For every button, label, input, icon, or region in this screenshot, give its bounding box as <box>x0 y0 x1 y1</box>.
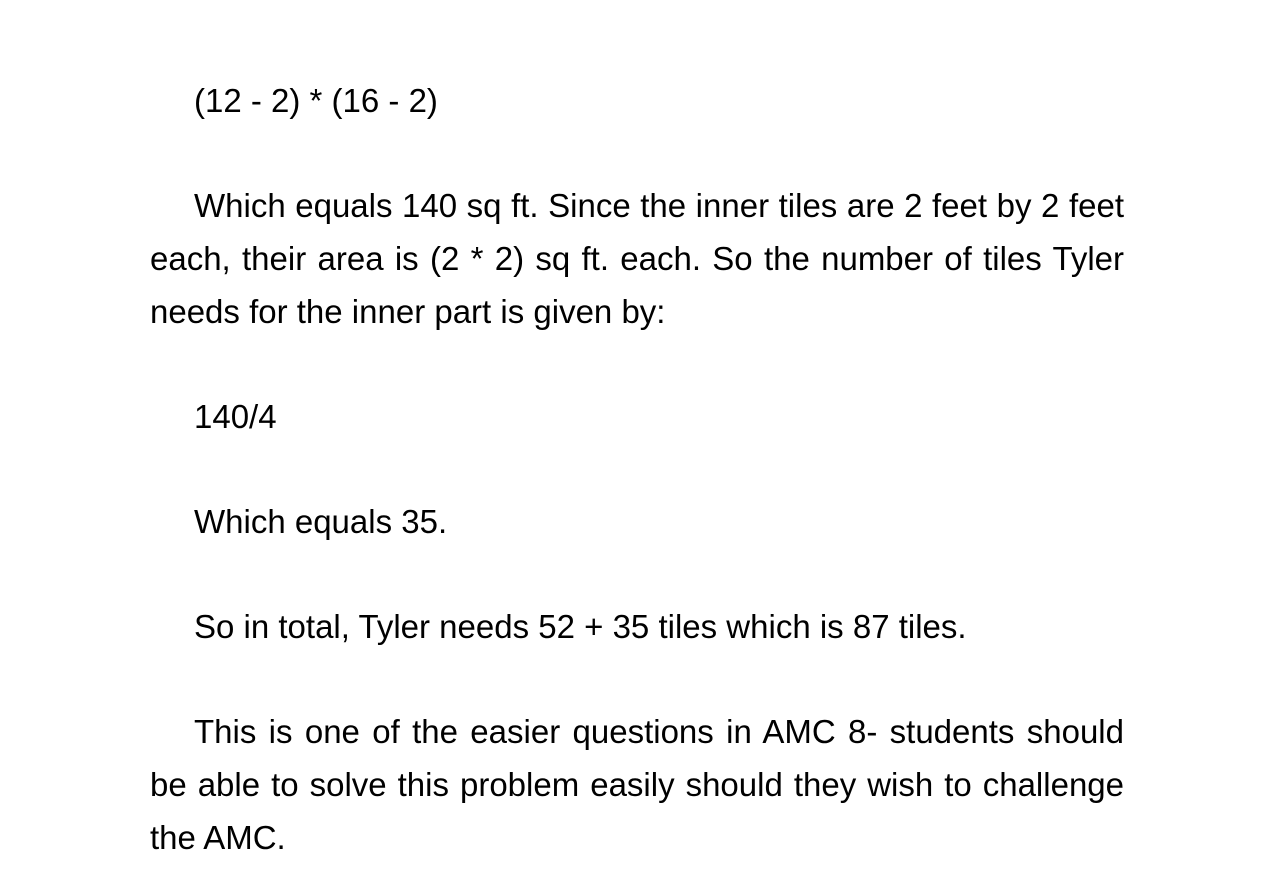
paragraph-closing-note: This is one of the easier questions in AMC 8- students should be able to solve this problem easily should they wish to challenge the AMC. <box>150 713 1124 856</box>
equation-inner-dimensions: (12 - 2) * (16 - 2) <box>194 82 438 119</box>
document-body <box>150 74 1124 864</box>
paragraph-inner-result: Which equals 35. <box>194 503 448 540</box>
paragraph-inner-area: Which equals 140 sq ft. Since the inner tiles are 2 feet by 2 feet each, their area is (2 * 2) sq ft. each. So the number of tiles Tyler needs for the inner part is given by: <box>150 187 1124 330</box>
paragraph-total-tiles: So in total, Tyler needs 52 + 35 tiles which is 87 tiles. <box>194 608 967 645</box>
equation-tile-division: 140/4 <box>194 398 277 435</box>
